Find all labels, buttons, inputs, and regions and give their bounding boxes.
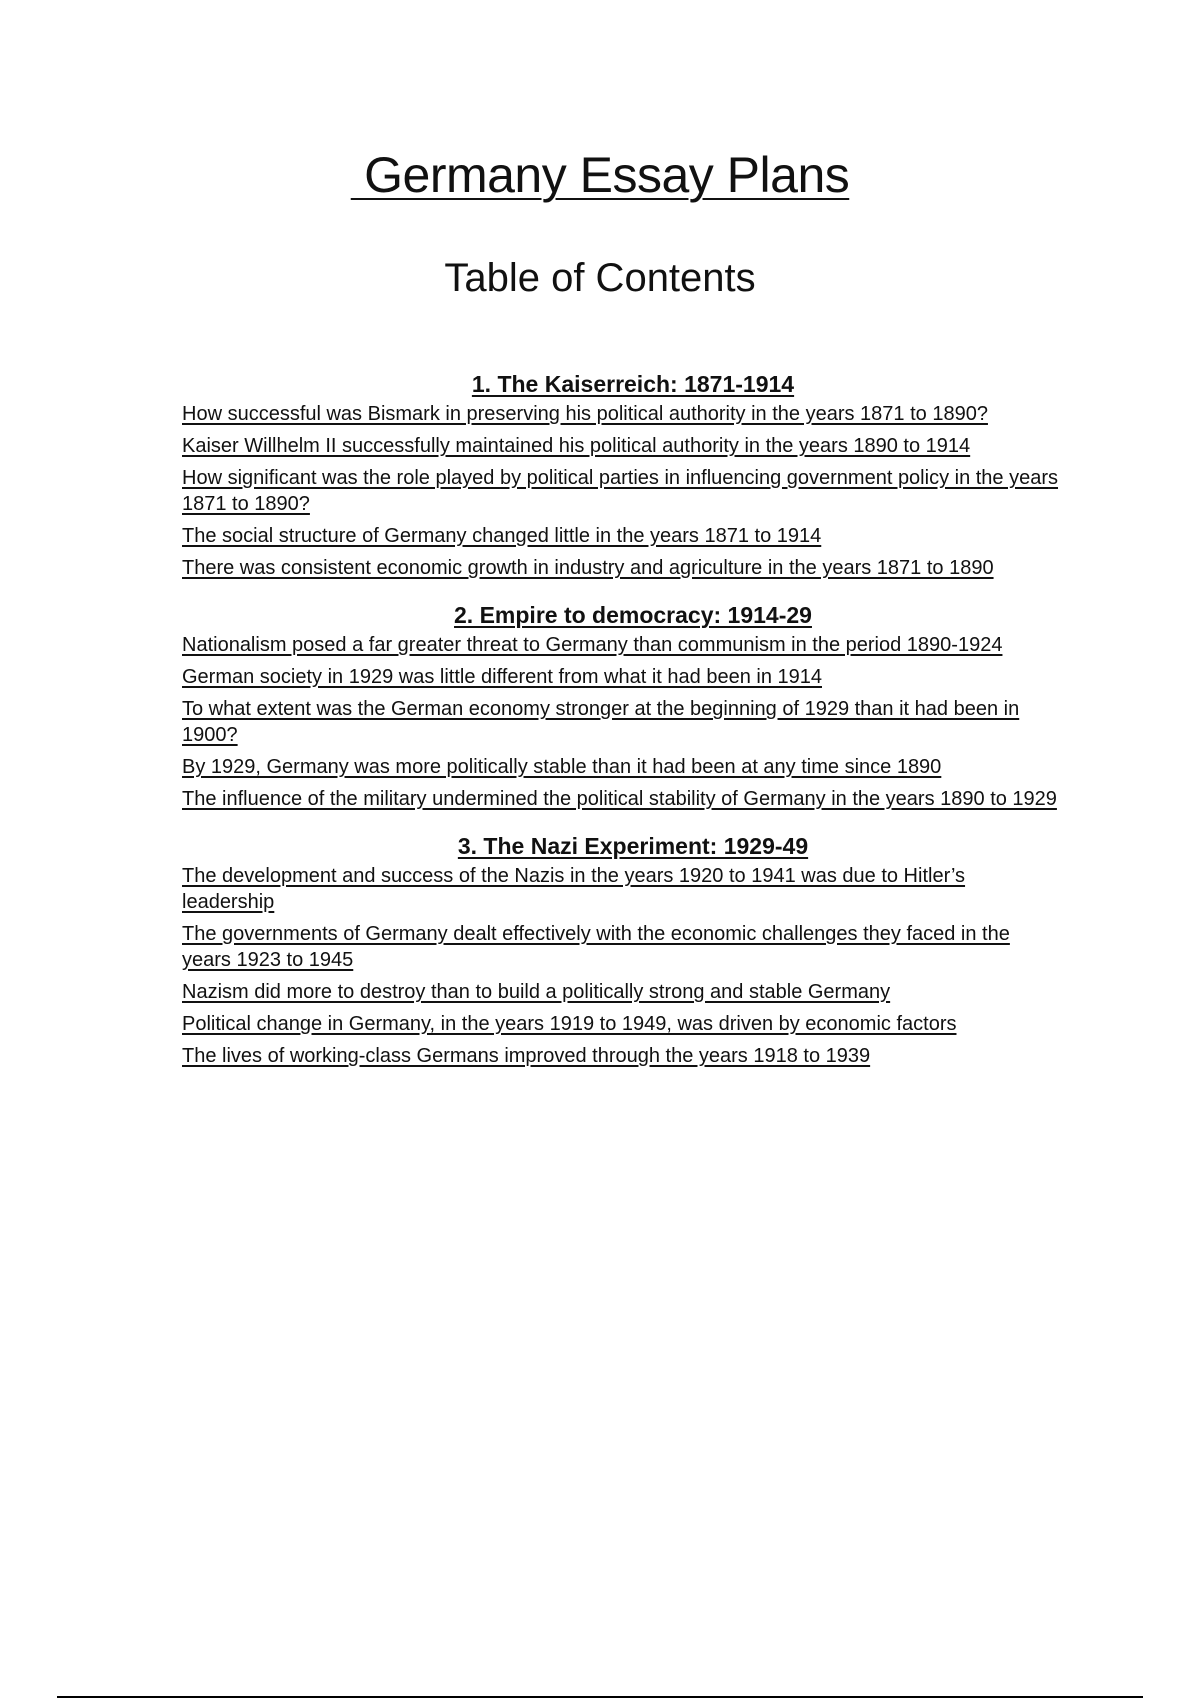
table-of-contents-heading: Table of Contents [444,256,756,300]
toc-link[interactable]: Nazism did more to destroy than to build a politically strong and stable Germany [182,981,891,1003]
toc-section-kaiserreich [182,369,1062,581]
toc-item [182,433,1062,459]
toc-item [182,664,1062,690]
toc-item [182,523,1062,549]
toc-section-nazi-experiment [182,831,1062,1069]
section-heading-text: 2. Empire to democracy: 1914-29 [454,602,812,628]
section-heading [182,600,1062,630]
toc-item [182,863,1062,915]
toc-item [182,979,1062,1005]
toc-item [182,921,1062,973]
toc-item [182,1043,1062,1069]
section-heading [182,831,1062,861]
toc-list [182,863,1062,1069]
toc-link[interactable]: Political change in Germany, in the years 1919 to 1949, was driven by economic factors [182,1013,957,1035]
toc-link[interactable]: The development and success of the Nazis in the years 1920 to 1941 was due to Hitler’s leadership [182,865,966,913]
toc-item [182,555,1062,581]
toc-link[interactable]: The lives of working-class Germans improved through the years 1918 to 1939 [182,1045,871,1067]
toc-item [182,696,1062,748]
document-title-text: Germany Essay Plans [350,147,850,203]
toc-item [182,754,1062,780]
toc-item [182,465,1062,517]
toc-item [182,1011,1062,1037]
table-of-contents [182,369,1062,1088]
document-title [0,145,1200,205]
toc-link[interactable]: How successful was Bismark in preserving his political authority in the years 1871 to 1890? [182,403,988,425]
toc-link[interactable]: Kaiser Willhelm II successfully maintained his political authority in the years 1890 to 1914 [182,435,971,457]
toc-link[interactable]: There was consistent economic growth in industry and agriculture in the years 1871 to 1890 [182,557,994,579]
toc-link[interactable]: Nationalism posed a far greater threat to Germany than communism in the period 1890-1924 [182,634,1003,656]
toc-link[interactable]: To what extent was the German economy stronger at the beginning of 1929 than it had been in 1900? [182,698,1020,746]
toc-list [182,401,1062,581]
toc-link[interactable]: How significant was the role played by political parties in influencing government policy in the years 1871 to 1890? [182,467,1059,515]
toc-list [182,632,1062,812]
toc-section-empire-to-democracy [182,600,1062,812]
section-heading-text: 1. The Kaiserreich: 1871-1914 [471,371,795,397]
toc-item [182,401,1062,427]
section-heading [182,369,1062,399]
toc-link[interactable]: German society in 1929 was little different from what it had been in 1914 [182,666,822,688]
toc-item [182,632,1062,658]
toc-link[interactable]: By 1929, Germany was more politically stable than it had been at any time since 1890 [182,756,942,778]
toc-link[interactable]: The social structure of Germany changed little in the years 1871 to 1914 [182,525,822,547]
footer-divider [57,1696,1143,1698]
toc-link[interactable]: The influence of the military undermined the political stability of Germany in the years 1890 to 1929 [182,788,1057,810]
toc-item [182,786,1062,812]
toc-link[interactable]: The governments of Germany dealt effectively with the economic challenges they faced in the years 1923 to 1945 [182,923,1010,971]
section-heading-text: 3. The Nazi Experiment: 1929-49 [457,833,809,859]
